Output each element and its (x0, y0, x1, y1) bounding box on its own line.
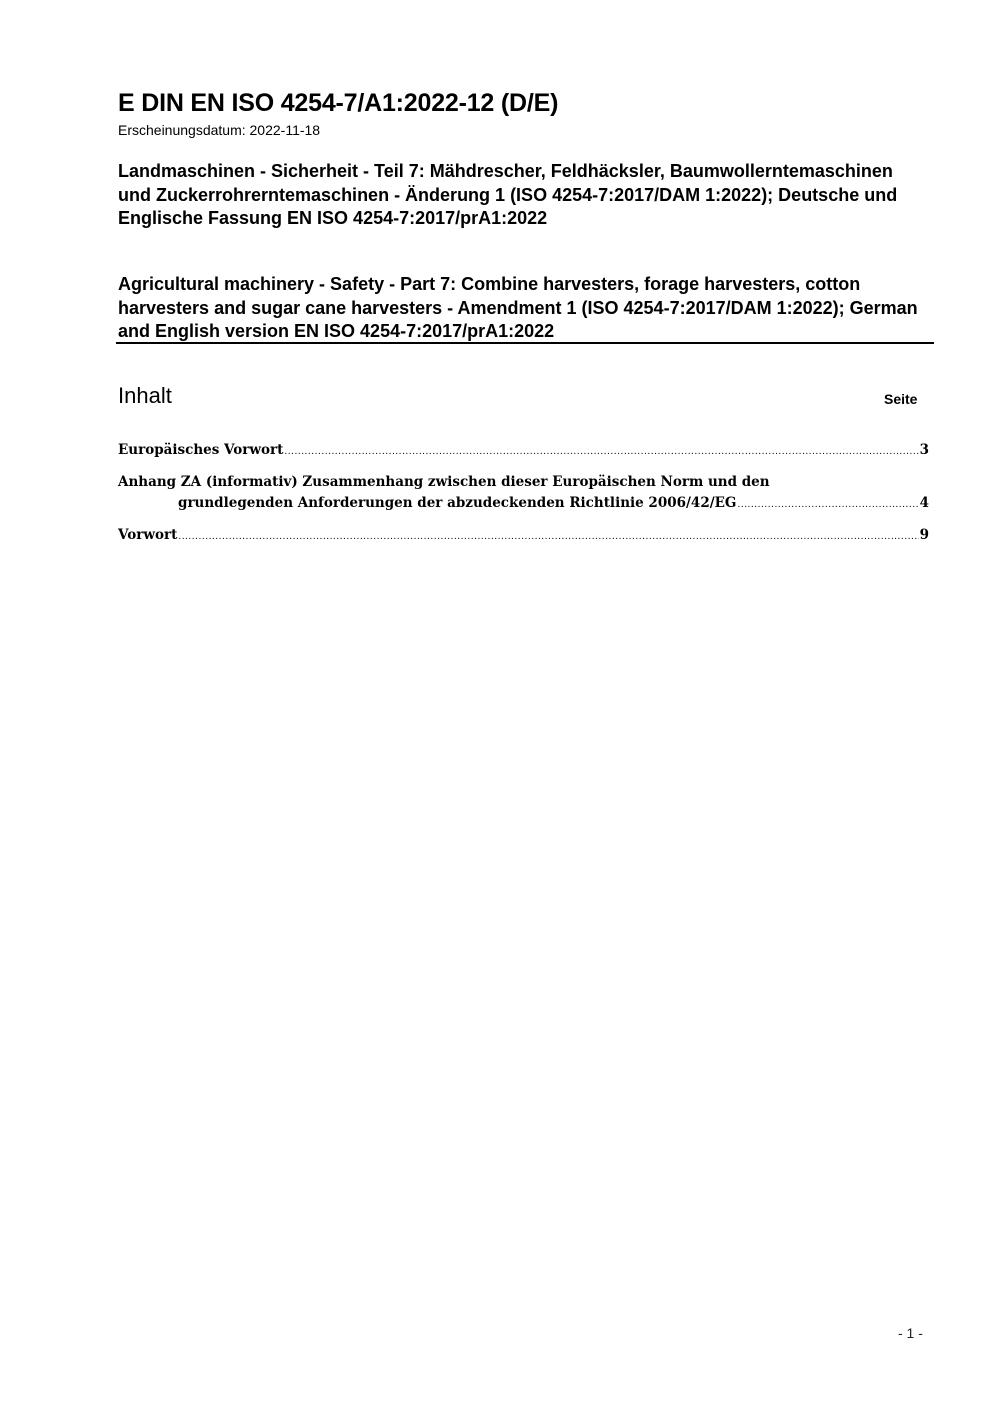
title-divider (116, 342, 934, 344)
toc-dot-leader (737, 493, 918, 516)
page-number: - 1 - (898, 1325, 923, 1341)
document-id: E DIN EN ISO 4254-7/A1:2022-12 (D/E) (118, 89, 559, 117)
toc-dot-leader (284, 440, 918, 463)
toc-entry-page: 4 (919, 495, 929, 511)
toc-entry-annex-za[interactable] (118, 472, 929, 516)
toc-entry-label: Vorwort (118, 527, 178, 543)
publication-date: Erscheinungsdatum: 2022-11-18 (118, 122, 321, 138)
toc-entry-european-foreword[interactable] (118, 440, 929, 463)
toc-entry-label-line2: grundlegenden Anforderungen der abzudeckenden Richtlinie 2006/42/EG (178, 495, 737, 511)
toc-entry-label: Europäisches Vorwort (118, 442, 284, 458)
toc-heading: Inhalt (118, 383, 172, 408)
toc-entry-page: 9 (919, 527, 929, 543)
toc-entry-label-line1: Anhang ZA (informativ) Zusammenhang zwischen dieser Europäischen Norm und den (118, 474, 770, 490)
table-of-contents (118, 440, 929, 557)
toc-dot-leader (178, 525, 918, 548)
toc-entry-foreword[interactable] (118, 525, 929, 548)
title-german: Landmaschinen - Sicherheit - Teil 7: Mähdrescher, Feldhäcksler, Baumwollerntemaschinen und Zuckerrohrerntemaschinen - Änderung 1 (ISO 4254-7:2017/DAM 1:2022); Deutsche und Englische Fassung EN ISO 4254-7:2017/prA1:2022 (118, 161, 898, 228)
title-english: Agricultural machinery - Safety - Part 7: Combine harvesters, forage harvesters, cotton harvesters and sugar cane harvesters - Amendment 1 (ISO 4254-7:2017/DAM 1:2022); German and English version EN ISO 4254-7:2017/prA1:2022 (118, 274, 918, 341)
toc-entry-page: 3 (919, 442, 929, 458)
toc-page-label: Seite (884, 391, 918, 407)
